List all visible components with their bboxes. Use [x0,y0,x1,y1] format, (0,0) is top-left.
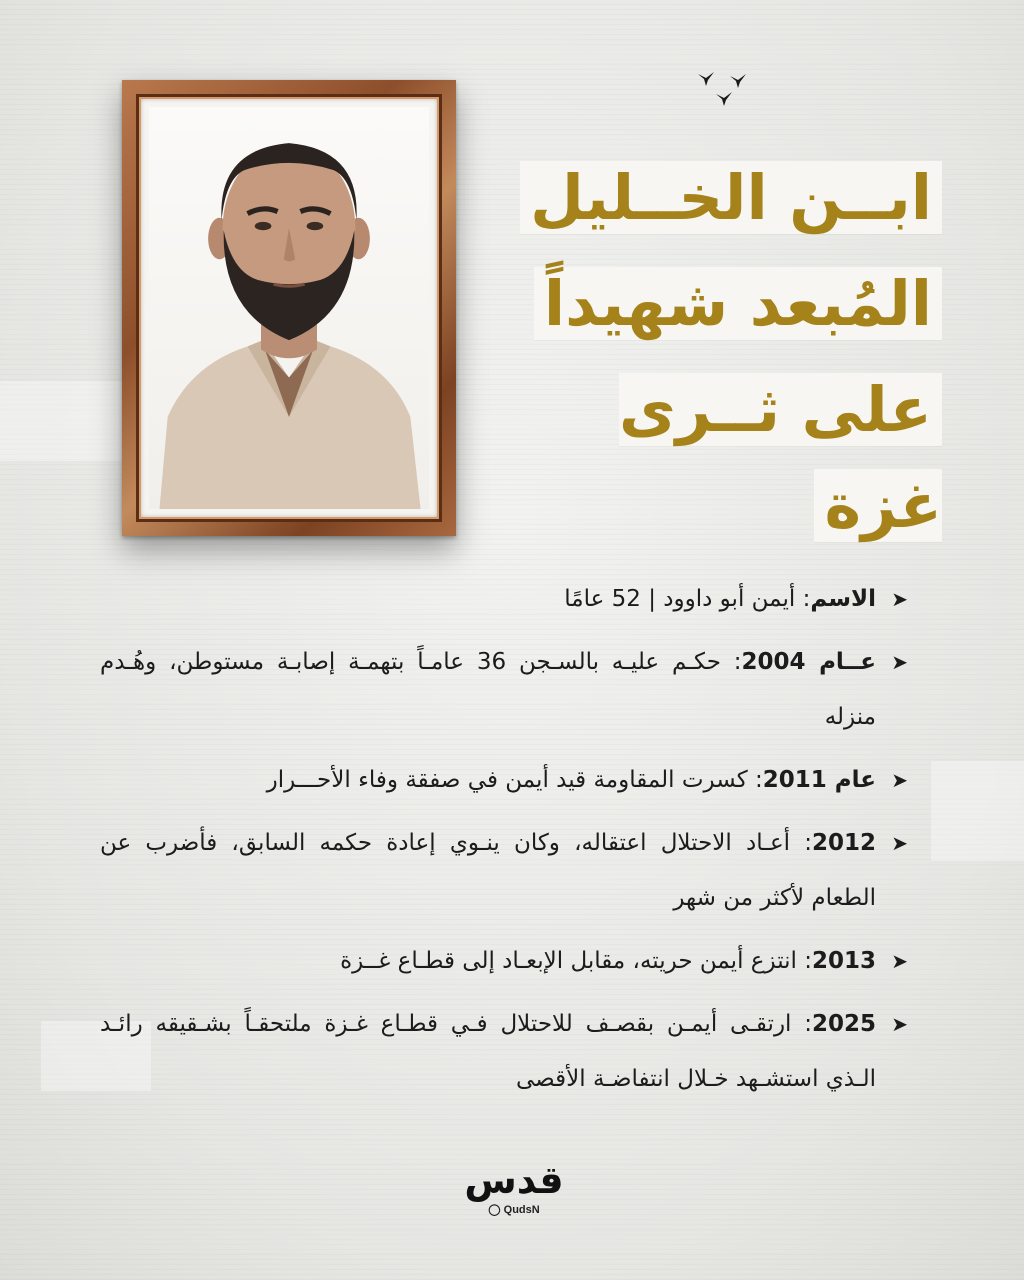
paper-scrap [930,760,1024,862]
arrow-left-icon: ➤ [891,831,908,855]
logo-handle-text: QudsN [503,1204,540,1216]
arrow-left-icon: ➤ [891,587,908,611]
fact-text: : أعـاد الاحتلال اعتقاله، وكان ينـوي إعادة حكمه السابق، فأضرب عن الطعام لأكثر من شهر [100,830,876,911]
headline-line-text: المُبعد شهيداً [534,267,942,340]
facts-list [100,572,912,1115]
fact-label: 2025 [811,1011,876,1037]
fact-label: الاسم [810,586,876,612]
arrow-left-icon: ➤ [891,949,908,973]
fact-item [100,572,912,627]
fact-item [100,753,912,808]
headline-line [472,362,942,554]
fact-text: : ارتقـى أيمـن بقصـف للاحتلال فـي قطـاع غـزة ملتحقـاً بشـقيقه رائـد الـذي استشـهد خـلال انتفاضـة الأقصى [100,1011,876,1092]
instagram-icon: ◯ [488,1204,501,1216]
fact-text: : أيمن أبو داوود | 52 عامًا [564,586,811,612]
arrow-left-icon: ➤ [891,1012,908,1036]
headline-line-text: ابــن الخــليل [520,161,942,234]
man-portrait-icon [149,107,429,509]
headline-line-text: على ثــرى غزة [618,373,942,542]
fact-text: : حكـم عليـه بالسـجن 36 عامـاً بتهمـة إصابـة مستوطن، وهُـدم منزله [100,649,876,730]
paper-scrap [0,380,132,462]
fact-label: عــام 2004 [741,649,876,675]
logo-mark: قدس [464,1158,564,1202]
headline-line [472,150,942,246]
fact-label: 2013 [811,948,876,974]
birds-icon [694,64,754,112]
arrow-left-icon: ➤ [891,650,908,674]
portrait-photo [149,107,429,509]
portrait-mat [136,94,442,522]
portrait-frame [122,80,456,536]
fact-text: : كسرت المقاومة قيد أيمن في صفقة وفاء الأحـــرار [266,767,763,793]
headline-line [472,256,942,352]
headline [472,150,942,564]
fact-item [100,635,912,745]
fact-item [100,997,912,1107]
fact-label: عام 2011 [762,767,876,793]
fact-item [100,934,912,989]
quds-logo[interactable] [464,1160,564,1224]
fact-text: : انتزع أيمن حريته، مقابل الإبعـاد إلى قطـاع غــزة [340,948,812,974]
fact-label: 2012 [811,830,876,856]
arrow-left-icon: ➤ [891,768,908,792]
fact-item [100,816,912,926]
logo-handle [464,1202,564,1218]
